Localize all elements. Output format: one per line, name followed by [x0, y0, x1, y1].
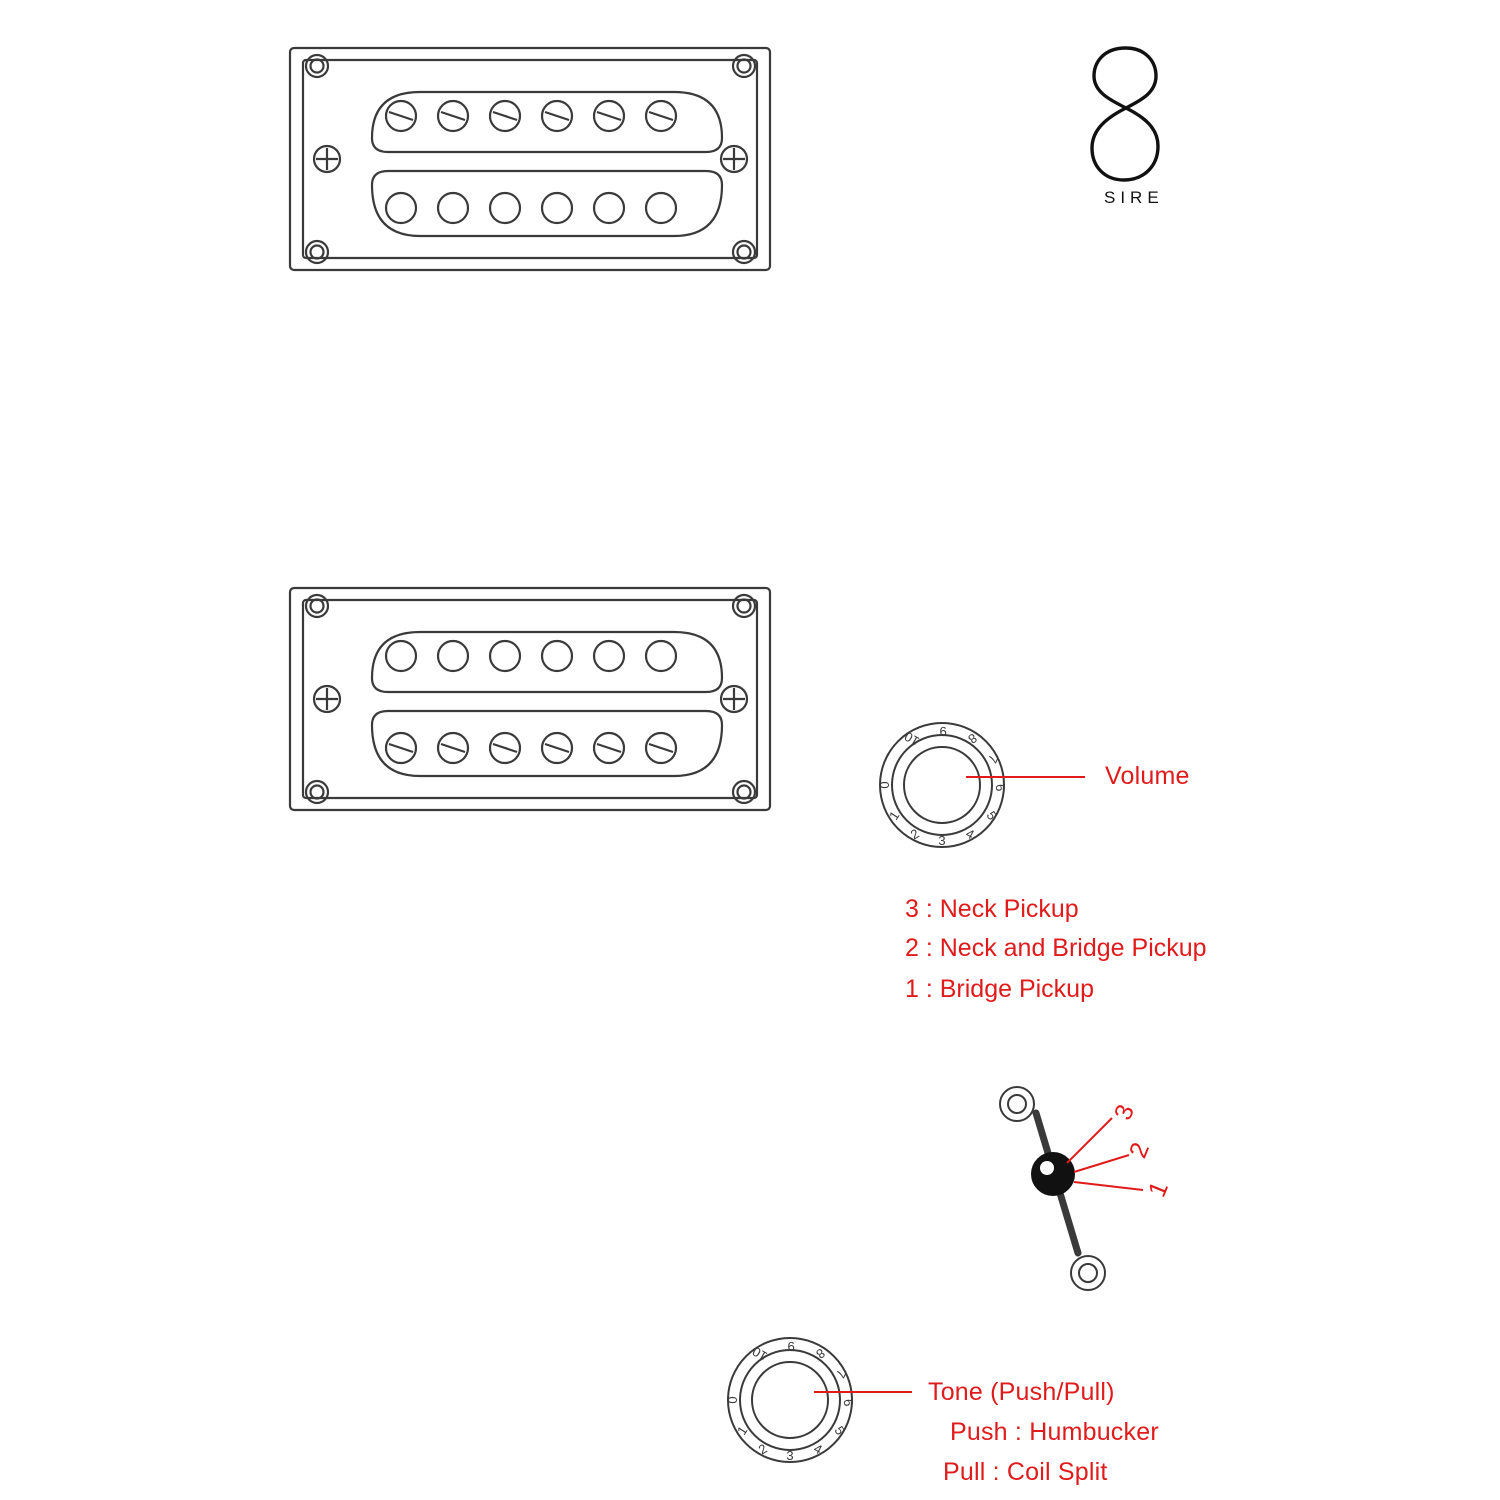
- neck-humbucker-pickup: [290, 588, 770, 810]
- svg-text:10: 10: [901, 728, 922, 750]
- tone-label: Tone (Push/Pull): [928, 1378, 1115, 1406]
- mounting-screw-left: [314, 146, 340, 172]
- svg-text:5: 5: [983, 808, 1000, 823]
- sire-s-logo: [1092, 48, 1158, 180]
- svg-text:9: 9: [939, 723, 948, 740]
- slotted-screw-pole-row: [386, 101, 676, 131]
- switch-legend-1: 1 : Bridge Pickup: [905, 975, 1094, 1003]
- switch-legend-2: 2 : Neck and Bridge Pickup: [905, 934, 1207, 962]
- svg-text:0: 0: [725, 1396, 740, 1404]
- switch-position-3: 3: [1108, 1100, 1141, 1125]
- tone-knob: [728, 1338, 852, 1462]
- switch-position-2: 2: [1123, 1138, 1156, 1163]
- svg-text:8: 8: [813, 1345, 828, 1362]
- svg-text:2: 2: [907, 825, 922, 843]
- svg-text:4: 4: [963, 825, 977, 843]
- svg-text:6: 6: [992, 783, 1009, 792]
- switch-position-1: 1: [1142, 1177, 1175, 1202]
- slotted-screw-pole-row: [386, 733, 676, 763]
- switch-legend-3: 3 : Neck Pickup: [905, 895, 1079, 923]
- plain-slug-pole-row: [386, 641, 676, 671]
- svg-text:9: 9: [787, 1338, 796, 1355]
- svg-text:4: 4: [811, 1440, 825, 1458]
- svg-text:1: 1: [733, 1423, 751, 1438]
- svg-text:6: 6: [840, 1398, 857, 1407]
- mounting-screw-right: [721, 146, 747, 172]
- svg-text:0: 0: [877, 781, 892, 789]
- brand-wordmark: SIRE: [1104, 188, 1164, 207]
- svg-text:5: 5: [831, 1423, 848, 1438]
- svg-text:10: 10: [749, 1343, 770, 1365]
- svg-text:2: 2: [755, 1440, 770, 1458]
- volume-knob: [880, 723, 1004, 847]
- svg-text:7: 7: [984, 752, 1002, 766]
- mounting-screw-right: [721, 686, 747, 712]
- three-way-pickup-selector: [1000, 1087, 1105, 1290]
- plain-slug-pole-row: [386, 193, 676, 223]
- bridge-humbucker-pickup: [290, 48, 770, 270]
- tone-pull-label: Pull : Coil Split: [943, 1458, 1108, 1486]
- tone-push-label: Push : Humbucker: [950, 1418, 1159, 1446]
- svg-text:3: 3: [786, 1448, 794, 1463]
- svg-text:3: 3: [938, 833, 946, 848]
- svg-text:7: 7: [832, 1367, 850, 1381]
- svg-text:1: 1: [885, 808, 903, 823]
- mounting-screw-left: [314, 686, 340, 712]
- volume-label: Volume: [1105, 762, 1190, 790]
- svg-text:8: 8: [965, 730, 980, 747]
